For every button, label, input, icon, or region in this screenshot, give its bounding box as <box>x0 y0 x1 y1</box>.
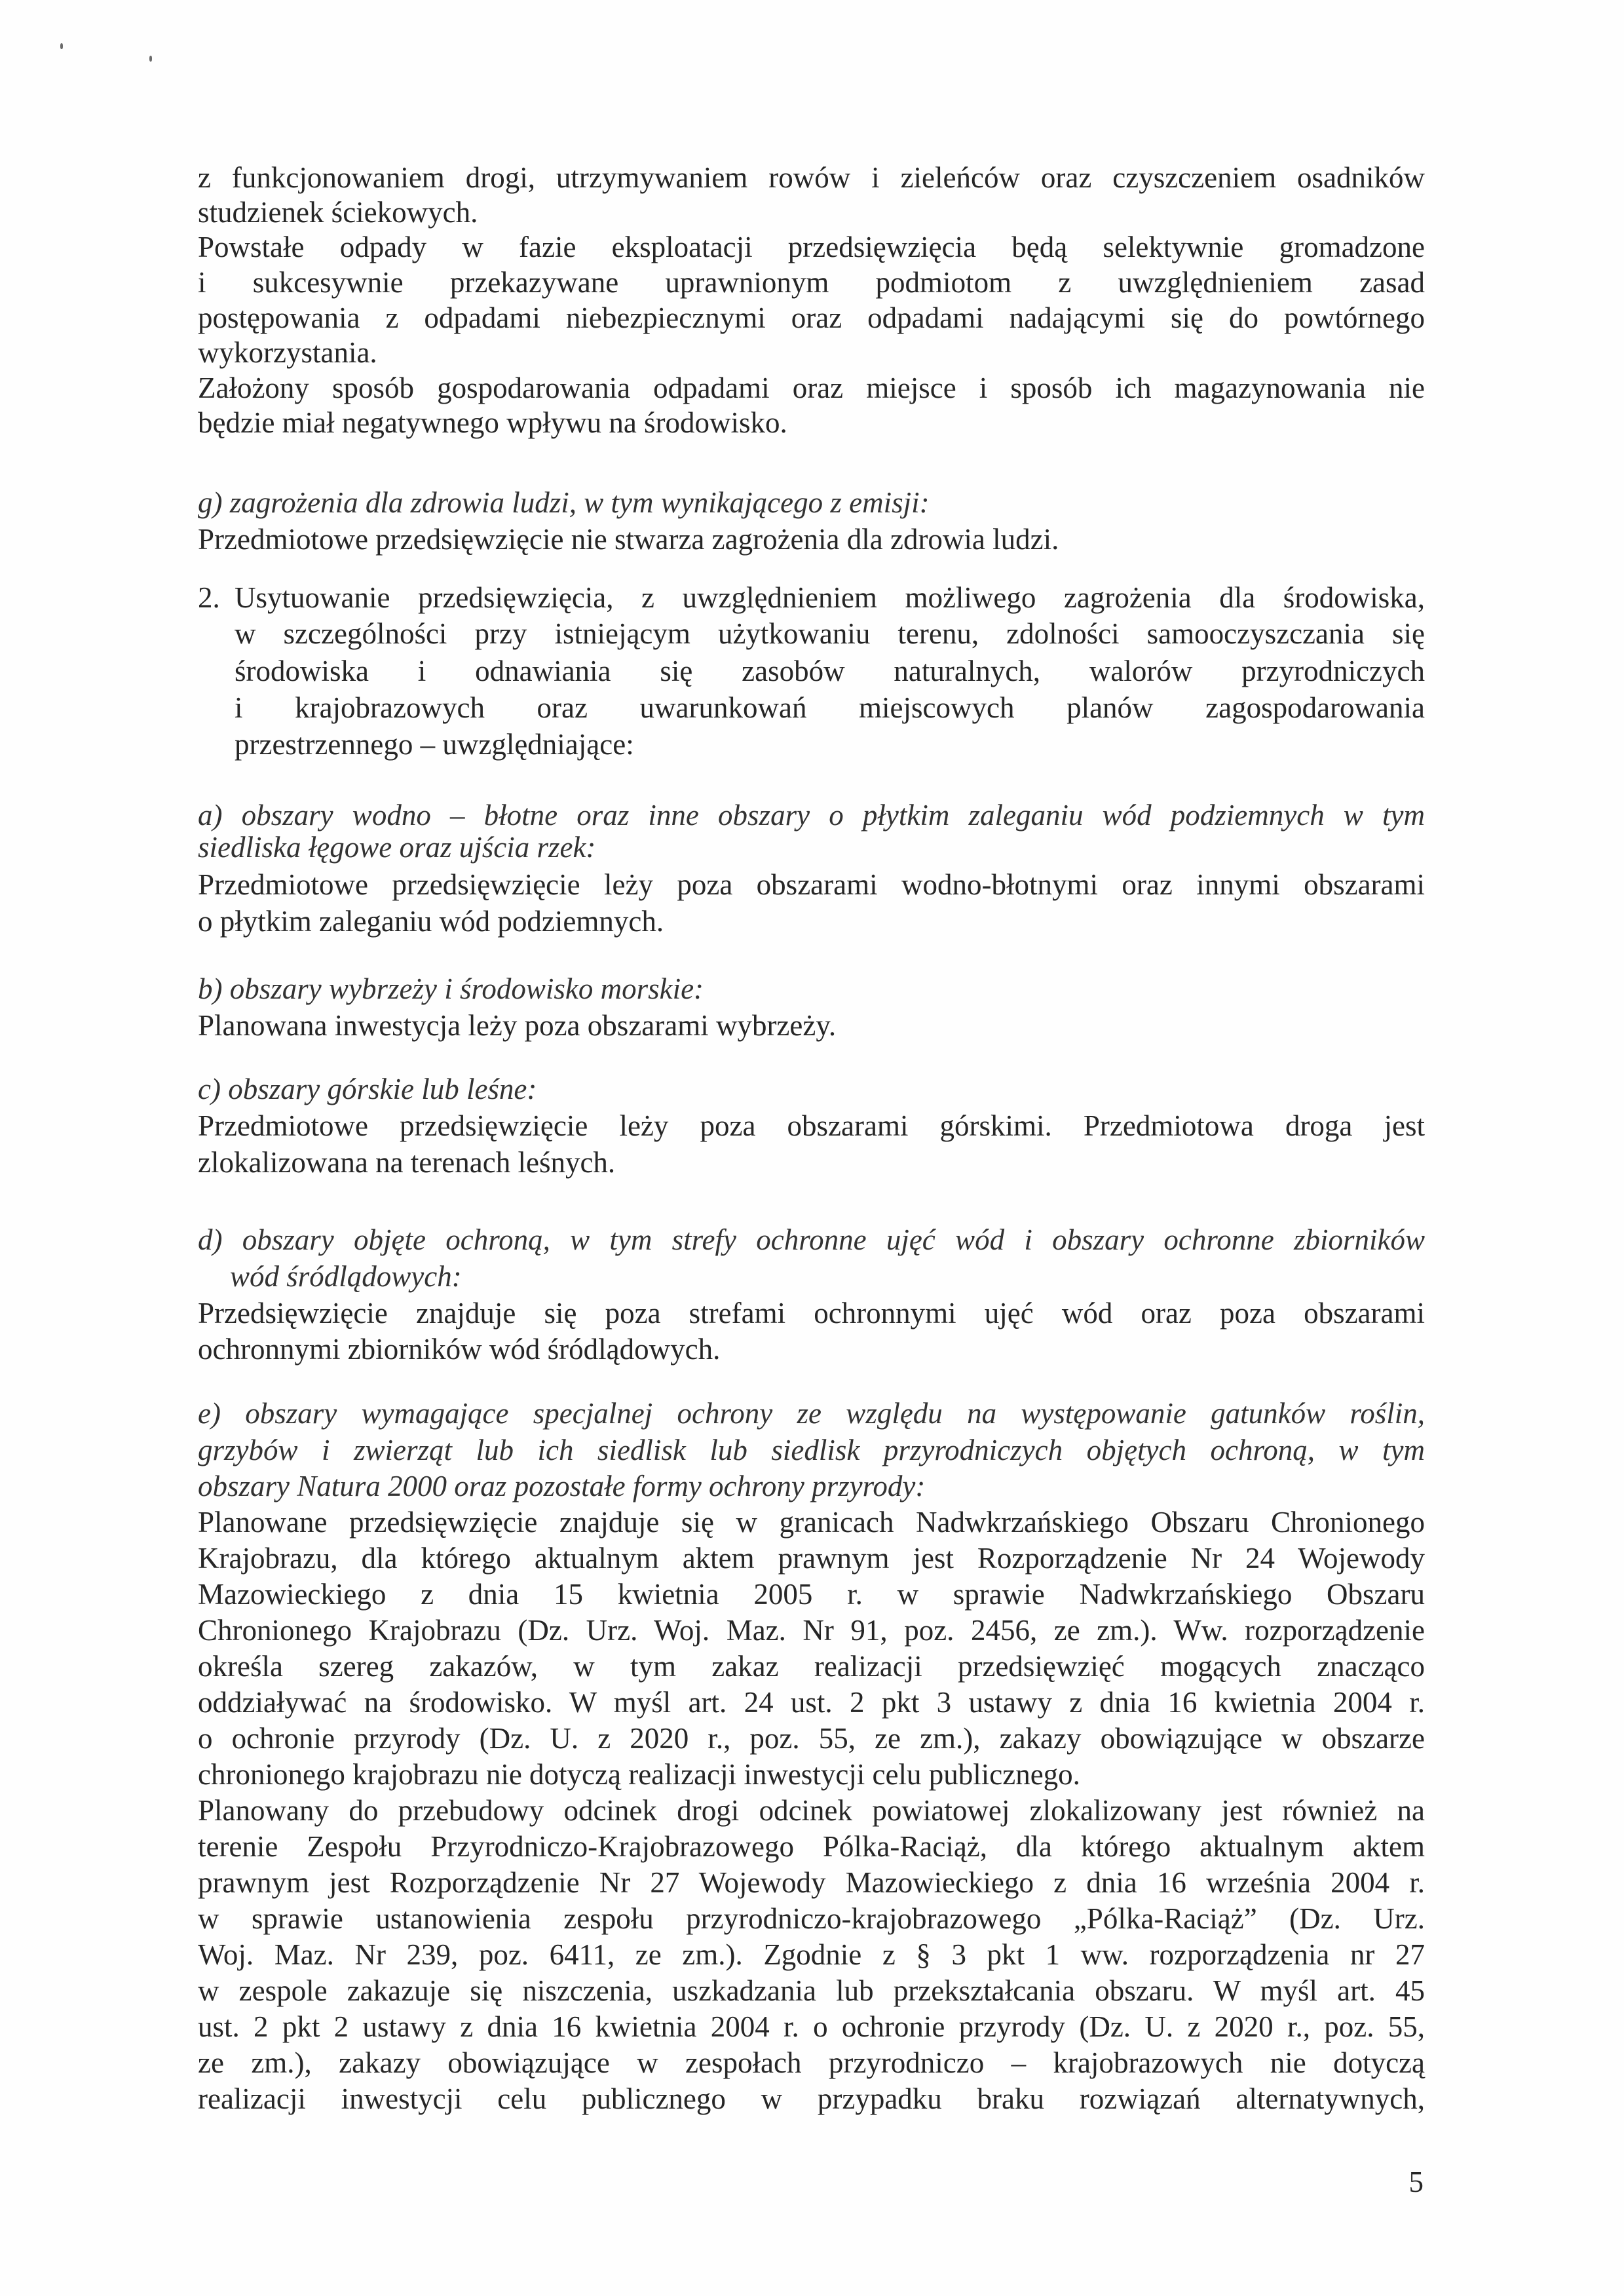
point-2-line: przestrzennego – uwzględniające: <box>235 728 634 761</box>
section-e-body-2: Planowany do przebudowy odcinek drogi odcinek powiatowej zlokalizowany jest również na <box>198 1794 1425 1827</box>
section-e-body-2: terenie Zespołu Przyrodniczo-Krajobrazowego Pólka-Raciąż, dla którego aktualnym aktem <box>198 1830 1425 1863</box>
section-e-heading: e) obszary wymagające specjalnej ochrony ze względu na występowanie gatunków roślin, <box>198 1397 1425 1430</box>
point-2-text: Usytuowanie przedsięwzięcia, z uwzględnieniem możliwego zagrożenia dla środowiska, <box>235 581 1425 614</box>
paragraph-line: wykorzystania. <box>198 336 377 369</box>
section-d-body: Przedsięwzięcie znajduje się poza strefami ochronnymi ujęć wód oraz poza obszarami <box>198 1297 1425 1330</box>
paragraph-line: i sukcesywnie przekazywane uprawnionym podmiotom z uwzględnieniem zasad <box>198 266 1425 299</box>
point-2-line: w szczególności przy istniejącym użytkowaniu terenu, zdolności samooczyszczania się <box>235 617 1425 650</box>
paragraph-line: z funkcjonowaniem drogi, utrzymywaniem rowów i zieleńców oraz czyszczeniem osadników <box>198 161 1425 194</box>
paragraph-line: Założony sposób gospodarowania odpadami oraz miejsce i sposób ich magazynowania nie <box>198 372 1425 404</box>
section-e-body-2: realizacji inwestycji celu publicznego w przypadku braku rozwiązań alternatywnych, <box>198 2082 1425 2115</box>
section-e-body-2: Woj. Maz. Nr 239, poz. 6411, ze zm.). Zgodnie z § 3 pkt 1 ww. rozporządzenia nr 27 <box>198 1938 1425 1971</box>
section-d-heading: wód śródlądowych: <box>230 1260 462 1293</box>
section-e-body: chronionego krajobrazu nie dotyczą realizacji inwestycji celu publicznego. <box>198 1758 1080 1791</box>
section-c-body: Przedmiotowe przedsięwzięcie leży poza obszarami górskimi. Przedmiotowa droga jest <box>198 1109 1425 1142</box>
section-a-body: o płytkim zaleganiu wód podziemnych. <box>198 905 664 938</box>
section-e-body-2: w sprawie ustanowienia zespołu przyrodniczo-krajobrazowego „Pólka-Raciąż” (Dz. Urz. <box>198 1902 1425 1935</box>
point-2-line: i krajobrazowych oraz uwarunkowań miejscowych planów zagospodarowania <box>235 691 1425 724</box>
section-e-body-2: prawnym jest Rozporządzenie Nr 27 Wojewody Mazowieckiego z dnia 16 września 2004 r. <box>198 1866 1425 1899</box>
section-e-body: o ochronie przyrody (Dz. U. z 2020 r., poz. 55, ze zm.), zakazy obowiązujące w obszarze <box>198 1722 1425 1755</box>
point-2-line: środowiska i odnawiania się zasobów naturalnych, walorów przyrodniczych <box>235 655 1425 687</box>
section-a-heading: a) obszary wodno – błotne oraz inne obszary o płytkim zaleganiu wód podziemnych w tym <box>198 799 1425 832</box>
section-g-heading: g) zagrożenia dla zdrowia ludzi, w tym wynikającego z emisji: <box>198 486 930 519</box>
section-a-body: Przedmiotowe przedsięwzięcie leży poza obszarami wodno-błotnymi oraz innymi obszarami <box>198 868 1425 901</box>
section-e-body-2: ze zm.), zakazy obowiązujące w zespołach przyrodniczo – krajobrazowych nie dotyczą <box>198 2046 1425 2079</box>
section-e-body: oddziaływać na środowisko. W myśl art. 24 ust. 2 pkt 3 ustawy z dnia 16 kwietnia 2004 r. <box>198 1686 1425 1719</box>
section-d-heading: d) obszary objęte ochroną, w tym strefy ochronne ujęć wód i obszary ochronne zbiorników <box>198 1223 1425 1256</box>
scan-speck <box>60 43 63 49</box>
section-e-heading: obszary Natura 2000 oraz pozostałe formy ochrony przyrody: <box>198 1470 926 1502</box>
paragraph-line: będzie miał negatywnego wpływu na środowisko. <box>198 406 787 439</box>
point-2-line <box>198 580 1425 616</box>
section-e-body: Planowane przedsięwzięcie znajduje się w granicach Nadwkrzańskiego Obszaru Chronionego <box>198 1506 1425 1539</box>
section-e-body: Mazowieckiego z dnia 15 kwietnia 2005 r. w sprawie Nadwkrzańskiego Obszaru <box>198 1578 1425 1611</box>
section-c-heading: c) obszary górskie lub leśne: <box>198 1073 537 1105</box>
section-b-body: Planowana inwestycja leży poza obszarami wybrzeży. <box>198 1009 837 1042</box>
scan-speck <box>149 56 152 62</box>
section-d-body: ochronnymi zbiorników wód śródlądowych. <box>198 1333 721 1366</box>
section-e-body-2: ust. 2 pkt 2 ustawy z dnia 16 kwietnia 2004 r. o ochronie przyrody (Dz. U. z 2020 r., poz. 55, <box>198 2010 1425 2043</box>
section-e-body: określa szereg zakazów, w tym zakaz realizacji przedsięwzięć mogących znacząco <box>198 1650 1425 1683</box>
section-c-body: zlokalizowana na terenach leśnych. <box>198 1146 616 1179</box>
section-e-body: Chronionego Krajobrazu (Dz. Urz. Woj. Maz. Nr 91, poz. 2456, ze zm.). Ww. rozporządzenie <box>198 1614 1425 1647</box>
paragraph-line: studzienek ściekowych. <box>198 196 478 229</box>
section-b-heading: b) obszary wybrzeży i środowisko morskie: <box>198 972 704 1005</box>
section-g-body: Przedmiotowe przedsięwzięcie nie stwarza zagrożenia dla zdrowia ludzi. <box>198 523 1059 556</box>
paragraph-line: postępowania z odpadami niebezpiecznymi oraz odpadami nadającymi się do powtórnego <box>198 301 1425 334</box>
section-e-heading: grzybów i zwierząt lub ich siedlisk lub siedlisk przyrodniczych objętych ochroną, w tym <box>198 1434 1425 1466</box>
page-number: 5 <box>1408 2166 1424 2198</box>
section-a-heading: siedliska łęgowe oraz ujścia rzek: <box>198 831 596 864</box>
point-number: 2. <box>198 581 220 614</box>
section-e-body-2: w zespole zakazuje się niszczenia, uszkadzania lub przekształcania obszaru. W myśl art. 45 <box>198 1974 1425 2007</box>
section-e-body: Krajobrazu, dla którego aktualnym aktem prawnym jest Rozporządzenie Nr 24 Wojewody <box>198 1542 1425 1575</box>
paragraph-line: Powstałe odpady w fazie eksploatacji przedsięwzięcia będą selektywnie gromadzone <box>198 231 1425 263</box>
